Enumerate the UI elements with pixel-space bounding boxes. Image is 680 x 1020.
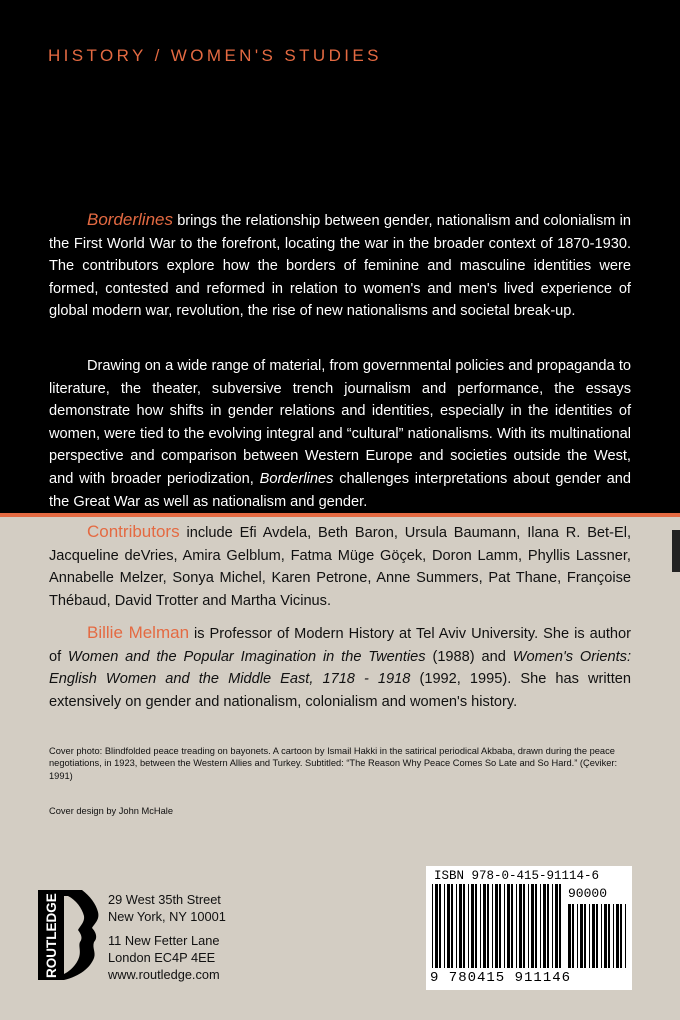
spine-edge-mark bbox=[672, 530, 680, 572]
barcode-bar bbox=[528, 884, 529, 968]
barcode-bar bbox=[447, 884, 450, 968]
barcode-bar bbox=[499, 884, 501, 968]
barcode-bar bbox=[580, 904, 583, 968]
barcode-bar bbox=[535, 884, 537, 968]
barcode-bar bbox=[531, 884, 534, 968]
contributors-text: include Efi Avdela, Beth Baron, Ursula Baumann, Ilana R. Bet-El, Jacqueline deVries, Amira Gelblum, Fatma Müge Göçek, Doron Lamm, Phyllis Lassner, Annabelle Melzer, Sonya Michel, Karen Petrone, Anne Summers, Pat Thane, Françoise Thébaud, David Trotter and Martha Vicinus. bbox=[49, 525, 631, 609]
barcode-bar bbox=[483, 884, 486, 968]
cover-design-credit: Cover design by John McHale bbox=[49, 806, 174, 816]
ean-barcode-bars bbox=[432, 884, 562, 972]
editor-book-2: Women's Orients: English Women and the Middle East, 1718 - 1918 bbox=[49, 648, 632, 688]
blurb-2-text-after: challenges interpretations about gender and the Great War as well as nationalism and gender. bbox=[49, 470, 631, 510]
barcode-bar bbox=[435, 884, 438, 968]
barcode-bar bbox=[432, 884, 433, 968]
barcode-bar bbox=[613, 904, 614, 968]
barcode-bar bbox=[519, 884, 522, 968]
us-address bbox=[108, 892, 226, 926]
publisher-website: www.routledge.com bbox=[108, 966, 220, 982]
ean-number: 9 780415 911146 bbox=[430, 970, 572, 986]
barcode-addon-number: 90000 bbox=[568, 886, 608, 901]
barcode-bar bbox=[620, 904, 622, 968]
publisher-name: ROUTLEDGE bbox=[44, 893, 59, 978]
barcode-bar bbox=[540, 884, 541, 968]
barcode-bar bbox=[592, 904, 595, 968]
barcode-bar bbox=[577, 904, 578, 968]
barcode-bar bbox=[516, 884, 517, 968]
editor-paragraph bbox=[49, 622, 631, 713]
barcode-bar bbox=[456, 884, 457, 968]
cover-photo-credit: Cover photo: Blindfolded peace treading on bayonets. A cartoon by Ismail Hakki in the satirical periodical Akbaba, drawn during the peace negotiations, in 1923, between the Western Allies and Turkey. Subtitled: “The Reason Why Peace Comes So Late and So Hard.” (Çeviker: 1991) bbox=[49, 746, 618, 781]
routledge-logo-icon bbox=[38, 890, 100, 980]
barcode-bar bbox=[511, 884, 513, 968]
editor-text-2: (1988) and bbox=[425, 648, 513, 665]
blurb-1-text: brings the relationship between gender, nationalism and colonialism in the First World War to the forefront, locating the war in the broader context of 1870-1930. The contributors explore how the borders of feminine and masculine identities were formed, contested and reformed in relation to women's and men's lived experience of global modern war, revolution, the rise of new nationalisms and societal break-up. bbox=[49, 213, 631, 320]
contributors-paragraph bbox=[49, 521, 631, 612]
barcode-bar bbox=[616, 904, 619, 968]
barcode-bar bbox=[608, 904, 610, 968]
barcode-bar bbox=[463, 884, 465, 968]
barcode-bar bbox=[487, 884, 489, 968]
category-heading: HISTORY / WOMEN'S STUDIES bbox=[48, 46, 382, 65]
barcode-bar bbox=[495, 884, 498, 968]
barcode-bar bbox=[625, 904, 626, 968]
barcode-bar bbox=[492, 884, 493, 968]
isbn-barcode bbox=[426, 866, 632, 990]
barcode-bar bbox=[504, 884, 505, 968]
uk-address-line-2: London EC4P 4EE bbox=[108, 949, 216, 965]
contributors-label: Contributors bbox=[87, 522, 180, 541]
editor-text-1: is Professor of Modern History at Tel Aviv University. She is author of bbox=[49, 626, 631, 665]
barcode-bar bbox=[480, 884, 481, 968]
barcode-bar bbox=[584, 904, 586, 968]
us-address-line-2: New York, NY 10001 bbox=[108, 908, 226, 924]
barcode-bar bbox=[555, 884, 558, 968]
editor-text-3: (1992, 1995). She has written extensively on gender and nationalism, colonialism and women's history. bbox=[49, 671, 631, 710]
us-address-line-1: 29 West 35th Street bbox=[108, 892, 221, 907]
barcode-bar bbox=[468, 884, 469, 968]
barcode-bar bbox=[451, 884, 453, 968]
barcode-bar bbox=[475, 884, 477, 968]
barcode-bar bbox=[439, 884, 441, 968]
blurb-2-text-before: Drawing on a wide range of material, from governmental policies and propaganda to literature, the theater, subversive trench journalism and performance, the essays demonstrate how shifts in gender relations and identities, especially in the identities of women, were tied to the evolving integral and “cultural” nationalisms. With its multinational perspective and comparison between Western Europe and societies outside the West, and with broader periodization, bbox=[49, 358, 631, 487]
barcode-bar bbox=[568, 904, 571, 968]
barcode-bar bbox=[543, 884, 546, 968]
book-title-inline: Borderlines bbox=[259, 470, 334, 487]
isbn-label: ISBN 978-0-415-91114-6 bbox=[434, 869, 600, 883]
barcode-bar bbox=[507, 884, 510, 968]
barcode-bar bbox=[589, 904, 590, 968]
barcode-bar bbox=[604, 904, 607, 968]
barcode-bar bbox=[559, 884, 561, 968]
barcode-bar bbox=[444, 884, 445, 968]
blurb-paragraph-1 bbox=[49, 209, 631, 323]
uk-address-line-1: 11 New Fetter Lane bbox=[108, 933, 220, 948]
accent-divider bbox=[0, 513, 680, 517]
barcode-bar bbox=[601, 904, 602, 968]
barcode-bar bbox=[523, 884, 525, 968]
barcode-bar bbox=[547, 884, 549, 968]
editor-book-1: Women and the Popular Imagination in the Twenties bbox=[68, 648, 426, 665]
book-title: Borderlines bbox=[87, 210, 173, 229]
barcode-bar bbox=[471, 884, 474, 968]
addon-barcode-bars bbox=[568, 904, 626, 970]
routledge-logo bbox=[38, 890, 100, 985]
barcode-bar bbox=[552, 884, 553, 968]
barcode-bar bbox=[459, 884, 462, 968]
uk-address bbox=[108, 933, 220, 983]
blurb-paragraph-2 bbox=[49, 355, 631, 513]
editor-name: Billie Melman bbox=[87, 623, 190, 642]
barcode-bar bbox=[596, 904, 598, 968]
barcode-bar bbox=[572, 904, 574, 968]
